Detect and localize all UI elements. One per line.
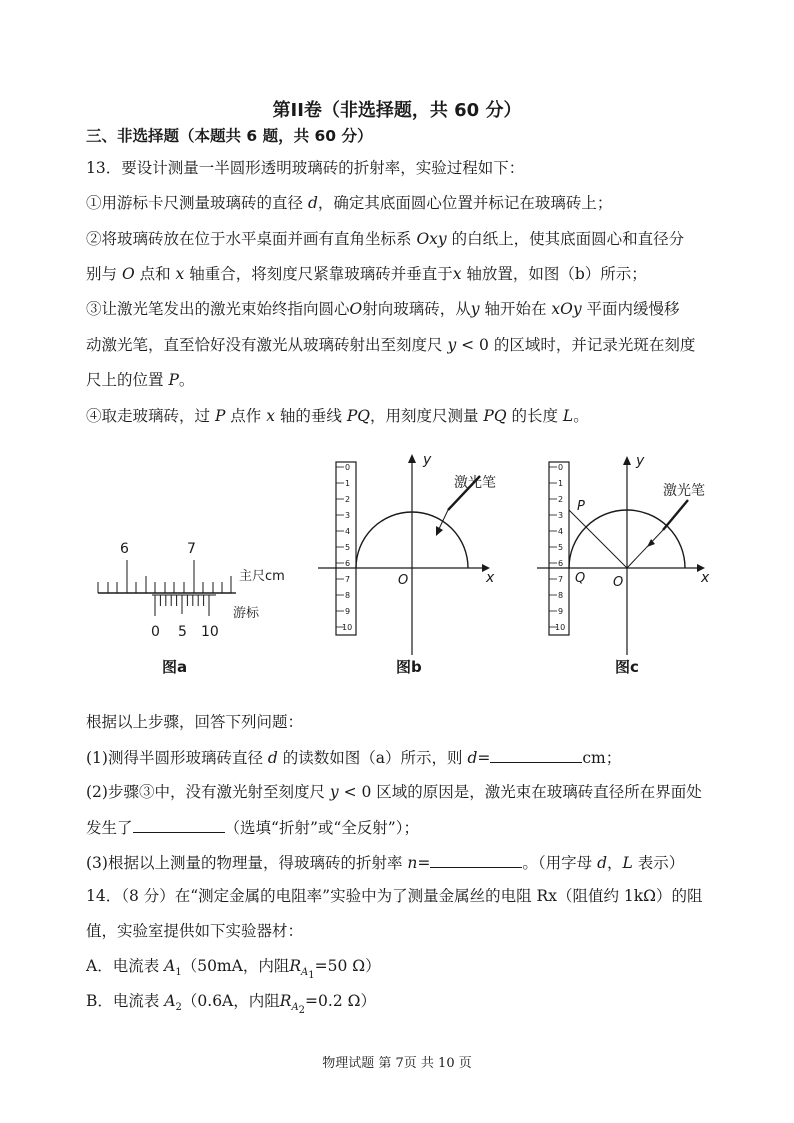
answer-blank-2[interactable]: [133, 817, 225, 833]
point-q: Q: [575, 571, 586, 586]
ruler-c-tick-1: 1: [558, 479, 564, 488]
ruler-b-tick-0: 0: [345, 463, 351, 472]
main-scale-label: 主尺cm: [239, 569, 285, 584]
q14-line2: 值，实验室提供如下实验器材：: [86, 922, 304, 940]
q13-step3-line3: 尺上的位置 P。: [86, 371, 195, 389]
q14-option-b: B．电流表 $A_2(0.6A$，内阻$R_{A_2}=0.2$ Ω）: [86, 992, 376, 1017]
q13-step3-line2: 动激光笔，直至恰好没有激光从玻璃砖射出至刻度尺 y < 0 的区域时，并记录光斑在刻度: [86, 336, 696, 354]
axis-x-c: x: [701, 570, 710, 586]
ruler-b-tick-5: 5: [345, 543, 351, 552]
point-p: P: [577, 499, 585, 514]
q13-step2-line2: 别与 O 点和 x 轴重合，将刻度尺紧靠玻璃砖并垂直于x 轴放置，如图（b）所示；: [86, 265, 647, 283]
vernier-tick-5: 5: [178, 624, 187, 640]
axis-y-c: y: [636, 453, 645, 469]
figure-a-caption: 图a: [162, 658, 188, 676]
page-footer: 物理试题 第 7页 共 10 页: [322, 1056, 472, 1071]
ruler-b-tick-4: 4: [345, 527, 351, 536]
ruler-b-tick-9: 9: [345, 607, 351, 616]
vernier-tick-10: 10: [201, 624, 219, 640]
main-tick-6: 6: [120, 541, 129, 557]
ruler-c-tick-4: 4: [558, 527, 564, 536]
q13-part2-line1: (2)步骤③中，没有激光射至刻度尺 y < 0 区域的原因是，激光束在玻璃砖直径所在界面处: [86, 783, 702, 801]
vernier-tick-0: 0: [151, 624, 160, 640]
main-tick-7: 7: [187, 541, 196, 557]
ruler-b-tick-6: 6: [345, 559, 351, 568]
answer-intro: 根据以上步骤，回答下列问题：: [86, 713, 304, 731]
answer-blank-1[interactable]: [490, 747, 582, 763]
ruler-c-tick-3: 3: [558, 511, 564, 520]
ruler-b-tick-7: 7: [345, 575, 351, 584]
ruler-c-tick-9: 9: [558, 607, 564, 616]
q14-line1: 14．（8 分）在“测定金属的电阻率”实验中为了测量金属丝的电阻 Rx（阻值约 1kΩ）的阻: [86, 887, 703, 905]
q13-part1: (1)测得半圆形玻璃砖直径 d 的读数如图（a）所示，则 d= cm；: [86, 749, 622, 767]
ruler-b-tick-8: 8: [345, 591, 351, 600]
ruler-c-tick-6: 6: [558, 559, 564, 568]
axis-x-b: x: [486, 570, 495, 586]
ruler-c-tick-7: 7: [558, 575, 564, 584]
origin-b: O: [398, 573, 409, 588]
section-title: 第II卷（非选择题，共 60 分）: [272, 100, 522, 121]
ruler-c-tick-10: 10: [555, 623, 566, 632]
figure-b-caption: 图b: [396, 658, 422, 676]
figure-c-setup: [535, 450, 735, 678]
q13-part3: (3)根据以上测量的物理量，得玻璃砖的折射率 n= 。（用字母 d，L 表示）: [86, 854, 685, 872]
q13-step2-line1: ②将玻璃砖放在位于水平桌面并画有直角坐标系 Oxy 的白纸上，使其底面圆心和直径分: [86, 230, 685, 248]
section-heading: 三、非选择题（本题共 6 题，共 60 分）: [86, 127, 373, 145]
ruler-c-tick-5: 5: [558, 543, 564, 552]
q13-intro: 13．要设计测量一半圆形透明玻璃砖的折射率，实验过程如下：: [86, 159, 525, 177]
origin-c: O: [613, 575, 624, 590]
laser-label-c: 激光笔: [663, 483, 705, 499]
axis-y-b: y: [423, 452, 432, 468]
ruler-b-tick-2: 2: [345, 495, 351, 504]
ruler-b-tick-10: 10: [342, 623, 353, 632]
figure-c-caption: 图c: [615, 658, 639, 676]
ruler-c-tick-0: 0: [558, 463, 564, 472]
answer-blank-3[interactable]: [430, 852, 522, 868]
ruler-b-tick-3: 3: [345, 511, 351, 520]
ruler-c-tick-8: 8: [558, 591, 564, 600]
figure-b-setup: [310, 450, 510, 678]
q13-step1: ①用游标卡尺测量玻璃砖的直径 d，确定其底面圆心位置并标记在玻璃砖上；: [86, 194, 613, 212]
laser-label-b: 激光笔: [454, 475, 496, 491]
q13-step4: ④取走玻璃砖，过 P 点作 x 轴的垂线 PQ，用刻度尺测量 PQ 的长度 L。: [86, 407, 589, 425]
ruler-b-tick-1: 1: [345, 479, 351, 488]
q13-part2-line2: 发生了 （选填“折射”或“全反射”）；: [86, 819, 419, 837]
ruler-c-tick-2: 2: [558, 495, 564, 504]
figure-a-vernier: [96, 536, 306, 678]
laser-pen-c: [663, 500, 688, 530]
q14-option-a: A．电流表 $A_1(50mA$，内阻$R_{A_1}=50$ Ω）: [86, 957, 381, 982]
vernier-label: 游标: [233, 606, 260, 621]
q13-step3-line1: ③让激光笔发出的激光束始终指向圆心O射向玻璃砖，从y 轴开始在 xOy 平面内缓慢移: [86, 300, 680, 318]
